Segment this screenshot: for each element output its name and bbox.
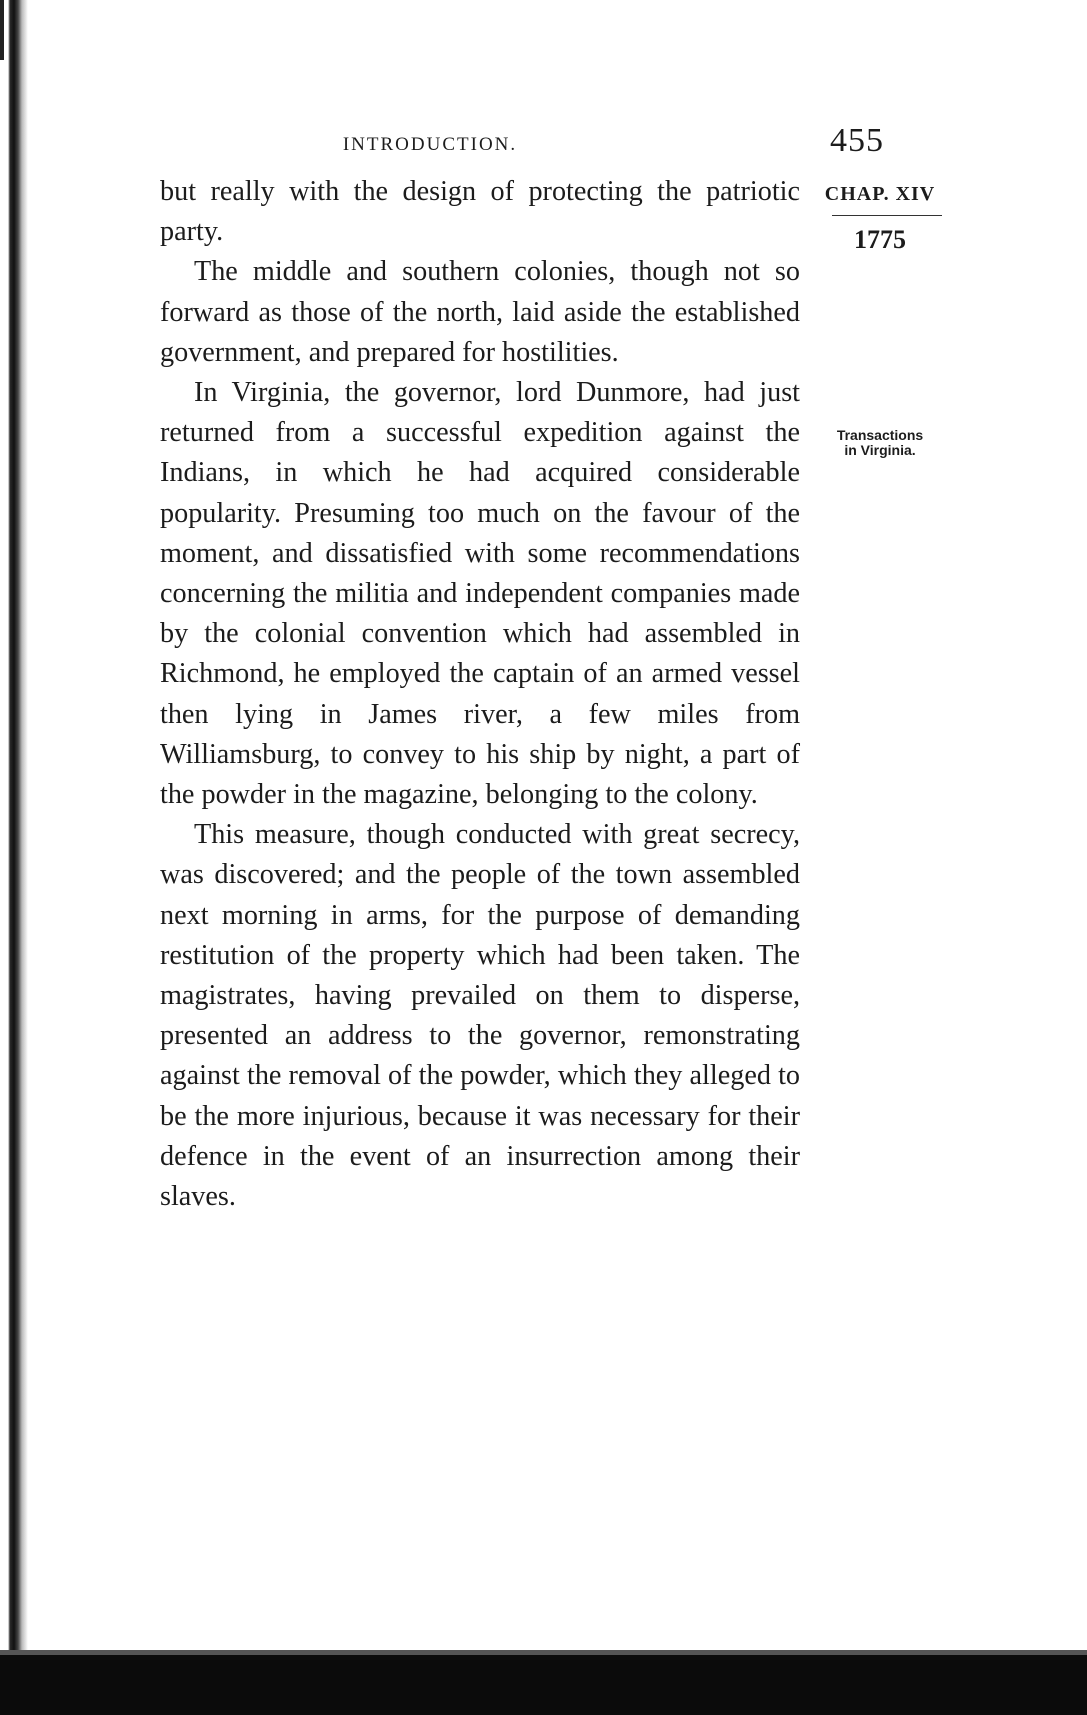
- margin-note-line: Transactions: [836, 427, 924, 443]
- paragraph: but really with the design of protecting the patriotic party.: [160, 176, 800, 248]
- scan-binding-edge: [0, 0, 28, 1713]
- running-head: INTRODUCTION.: [342, 134, 518, 155]
- margin-rule: [832, 215, 942, 216]
- margin-note: [815, 428, 945, 458]
- paragraph: In Virginia, the governor, lord Dunmore, had just returned from a successful expedition against the Indians, in which he had acquired considerable popularity. Presuming too much on the favour of the moment, and dissatisfied with some recommendations concerning the militia and independent companies made by the colonial convention which had assembled in Richmond, he employed the captain of an armed vessel then lying in James river, a few miles from Williamsburg, to convey to his ship by night, a part of the powder in the magazine, belonging to the colony.: [160, 377, 800, 811]
- paragraph: The middle and southern colonies, though not so forward as those of the north, laid aside the established government, and prepared for hostilities.: [160, 256, 800, 368]
- margin-year: 1775: [854, 225, 906, 254]
- page-number: 455: [830, 122, 884, 159]
- scan-binding-mark: [0, 0, 4, 60]
- body-text: [160, 172, 800, 1217]
- margin-chapter: CHAP. XIV: [824, 183, 936, 205]
- margin-note-line: in Virginia.: [844, 442, 916, 458]
- paragraph: This measure, though conducted with great secrecy, was discovered; and the people of the town assembled next morning in arms, for the purpose of demanding restitution of the property which had been taken. The magistrates, having prevailed on them to disperse, presented an address to the governor, remonstrating against the removal of the powder, which they alleged to be the more injurious, because it was necessary for their defence in the event of an insurrection among their slaves.: [160, 819, 800, 1213]
- scan-bottom-edge: [0, 1655, 1087, 1715]
